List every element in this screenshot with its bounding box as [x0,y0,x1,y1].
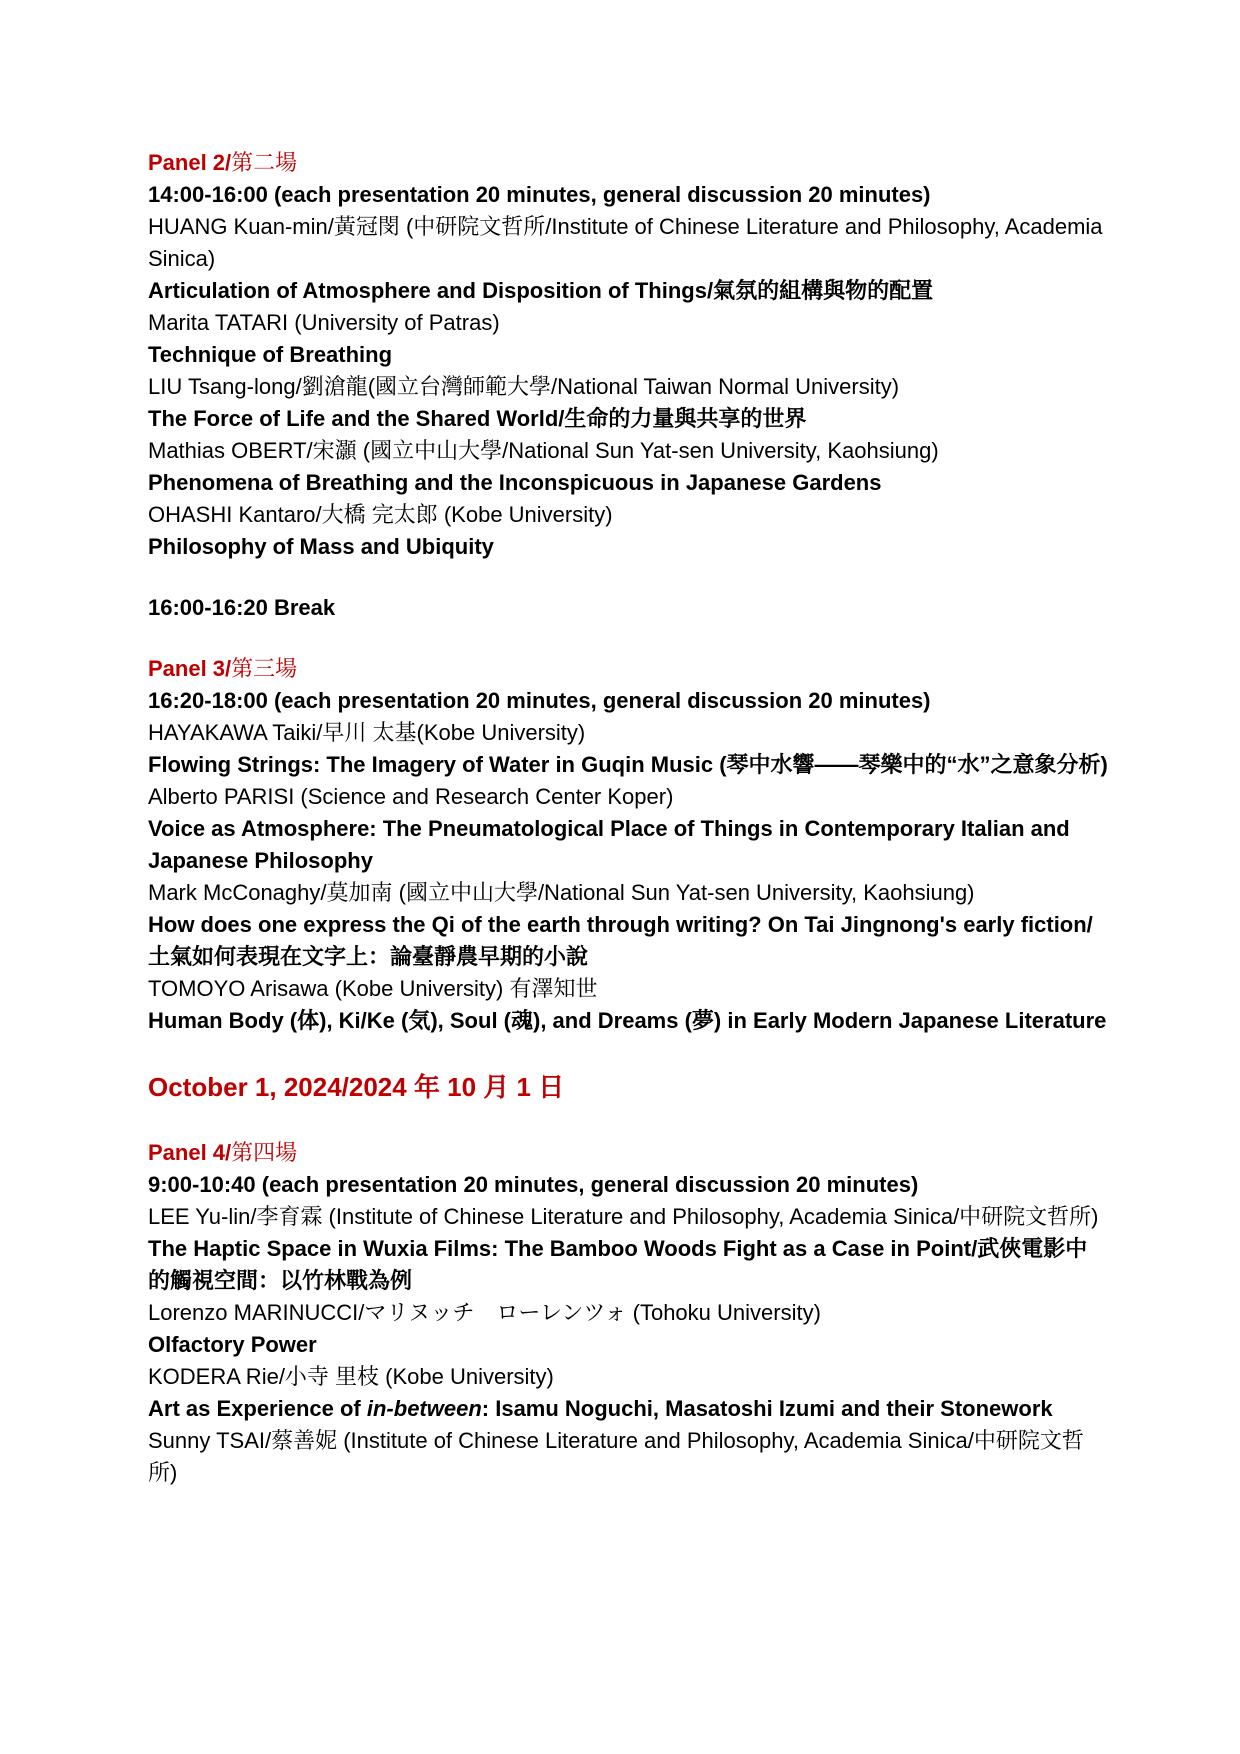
talk-title: Philosophy of Mass and Ubiquity [148,534,494,559]
speaker-name: TOMOYO Arisawa (Kobe University) 有澤知世 [148,976,598,1001]
speaker-name: Alberto PARISI (Science and Research Center Koper) [148,784,674,809]
panel-2-heading-en: Panel 2/ [148,150,232,175]
speaker-name: Lorenzo MARINUCCI/マリヌッチ ローレンツォ (Tohoku University) [148,1300,821,1325]
panel-3-heading-cjk: 第三場 [231,656,298,681]
panel-4-heading-cjk: 第四場 [231,1140,298,1165]
talk-title: Phenomena of Breathing and the Inconspicuous in Japanese Gardens [148,470,882,495]
speaker-name: HUANG Kuan-min/黃冠閔 (中研院文哲所/Institute of Chinese Literature and Philosophy, Academia Sinica) [148,214,1103,271]
speaker-name: Marita TATARI (University of Patras) [148,310,500,335]
talk-title: Human Body (体), Ki/Ke (気), Soul (魂), and Dreams (夢) in Early Modern Japanese Literature [148,1008,1107,1033]
speaker-name: LEE Yu-lin/李育霖 (Institute of Chinese Literature and Philosophy, Academia Sinica/中研院文哲所) [148,1204,1099,1229]
panel-3-heading [148,653,1108,685]
panel-3-heading-en: Panel 3/ [148,656,232,681]
speaker-name: KODERA Rie/小寺 里枝 (Kobe University) [148,1364,554,1389]
speaker-name: Mark McConaghy/莫加南 (國立中山大學/National Sun Yat-sen University, Kaohsiung) [148,880,975,905]
panel-4-heading-en: Panel 4/ [148,1140,232,1165]
talk-title-part: : Isamu Noguchi, Masatoshi Izumi and their Stonework [481,1396,1053,1421]
talk-title-part: Art as Experience of [148,1396,367,1421]
date-heading: October 1, 2024/2024 年 10 月 1 日 [148,1072,565,1102]
speaker-name: LIU Tsang-long/劉滄龍(國立台灣師範大學/National Taiwan Normal University) [148,374,900,399]
talk-title-italic: in-between [366,1396,482,1421]
speaker-name: OHASHI Kantaro/大橋 完太郎 (Kobe University) [148,502,613,527]
panel-2-heading-cjk: 第二場 [231,150,298,175]
speaker-name: Mathias OBERT/宋灝 (國立中山大學/National Sun Yat-sen University, Kaohsiung) [148,438,939,463]
panel-2-heading [148,147,1108,179]
spacer [148,563,1108,592]
panel-4-heading [148,1137,1108,1169]
talk-title: Olfactory Power [148,1332,317,1357]
spacer [148,624,1108,653]
panel-4-time: 9:00-10:40 (each presentation 20 minutes, general discussion 20 minutes) [148,1172,919,1197]
talk-title: How does one express the Qi of the earth through writing? On Tai Jingnong's early fiction/土氣如何表現在文字上：論臺靜農早期的小說 [148,912,1093,969]
spacer [148,1107,1108,1137]
talk-title: Flowing Strings: The Imagery of Water in Guqin Music (琴中水響——琴樂中的“水”之意象分析) [148,752,1108,777]
talk-title [148,1393,1108,1425]
talk-title: Voice as Atmosphere: The Pneumatological Place of Things in Contemporary Italian and Japanese Philosophy [148,816,1070,873]
talk-title: Technique of Breathing [148,342,393,367]
talk-title: The Force of Life and the Shared World/生命的力量與共享的世界 [148,406,807,431]
panel-2-time: 14:00-16:00 (each presentation 20 minutes, general discussion 20 minutes) [148,182,931,207]
talk-title: The Haptic Space in Wuxia Films: The Bamboo Woods Fight as a Case in Point/武俠電影中的觸視空間：以竹林戰為例 [148,1236,1088,1293]
speaker-name: Sunny TSAI/蔡善妮 (Institute of Chinese Literature and Philosophy, Academia Sinica/中研院文哲所) [148,1428,1084,1485]
talk-title: Articulation of Atmosphere and Disposition of Things/氣氛的組構與物的配置 [148,278,934,303]
speaker-name: HAYAKAWA Taiki/早川 太基(Kobe University) [148,720,586,745]
schedule-document [148,147,1108,1489]
break-line: 16:00-16:20 Break [148,595,336,620]
panel-3-time: 16:20-18:00 (each presentation 20 minutes, general discussion 20 minutes) [148,688,931,713]
spacer [148,1037,1108,1067]
